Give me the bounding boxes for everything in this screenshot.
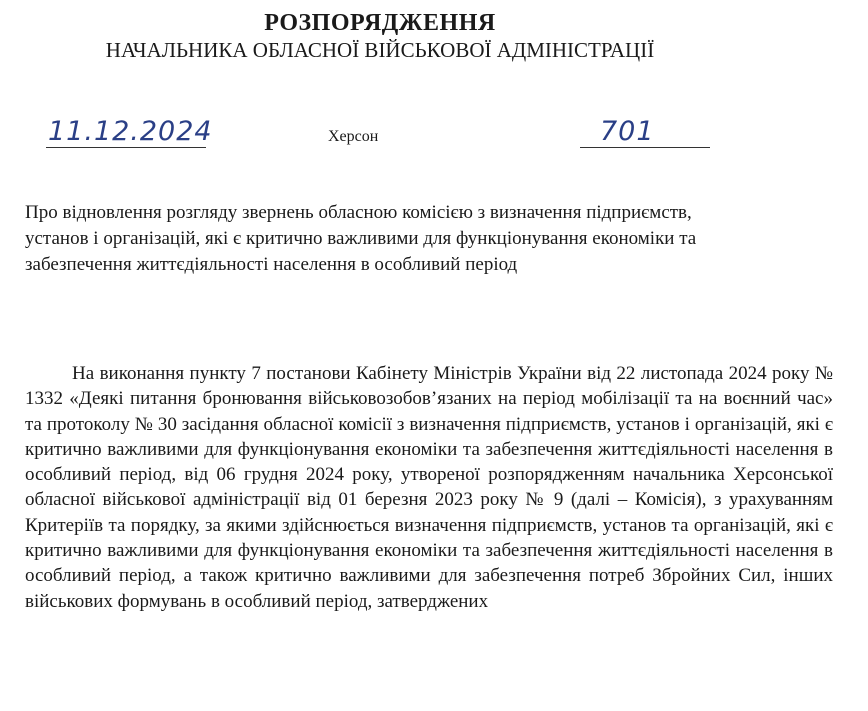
city-name: Херсон	[328, 128, 379, 145]
handwritten-date: 11.12.2024	[48, 116, 213, 147]
number-underline	[580, 147, 710, 148]
handwritten-number: 701	[600, 116, 655, 147]
document-body-paragraph: На виконання пункту 7 постанови Кабінету Міністрів України від 22 листопада 2024 року № 1332 «Деякі питання бронювання військовозобов’язаних на період мобілізації та на воєнний час» та протоколу № 30 засідання обласної комісії з визначення підприємств, установ і організацій, які є критично важливими для функціонування економіки та забезпечення життєдіяльності населення в особливий період, від 06 грудня 2024 року, утвореної розпорядженням начальника Херсонської обласної військової адміністрації від 01 березня 2023 року № 9 (далі – Комісія), з урахуванням Критеріїв та порядку, за якими здійснюється визначення підприємств, установ та організацій, які є критично важливими для функціонування економіки та забезпечення життєдіяльності населення в особливий період, а також критично важливими для забезпечення потреб Збройних Сил, інших військових формувань в особливий період, затверджених	[25, 363, 833, 612]
document-subtitle: НАЧАЛЬНИКА ОБЛАСНОЇ ВІЙСЬКОВОЇ АДМІНІСТРАЦІЇ	[105, 38, 655, 62]
document-title: РОЗПОРЯДЖЕННЯ	[264, 10, 496, 36]
date-underline	[46, 147, 206, 148]
document-subject: Про відновлення розгляду звернень обласною комісією з визначення підприємств, установ і організацій, які є критично важливими для функціонування економіки та забезпечення життєдіяльності населення в особливий період	[25, 202, 697, 275]
